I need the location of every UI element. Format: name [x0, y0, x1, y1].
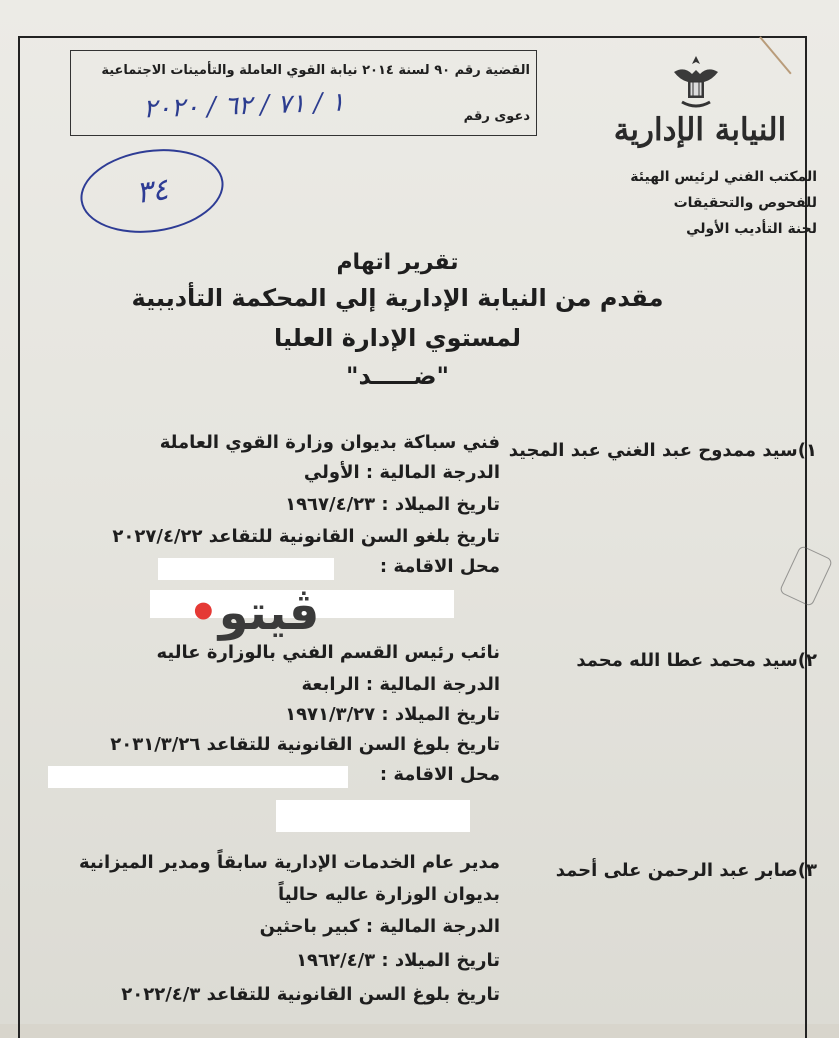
defendant-2-name: ٢)سيد محمد عطا الله محمد: [576, 650, 817, 671]
office-line-2: للفحوص والتحقيقات: [673, 195, 817, 211]
redaction-block: [158, 558, 334, 580]
defendant-1-birthdate: تاريخ الميلاد : ١٩٦٧/٤/٢٣: [285, 494, 500, 515]
report-title: تقرير اتهام: [336, 250, 459, 275]
eagle-emblem-icon: [668, 52, 724, 112]
defendant-3-birthdate: تاريخ الميلاد : ١٩٦٢/٤/٣: [296, 950, 500, 971]
defendant-3-name: ٣)صابر عبد الرحمن على أحمد: [555, 860, 817, 881]
defendant-2-retirement: تاريخ بلوغ السن القانونية للتقاعد ٢٠٣١/٣/٢٦: [110, 734, 500, 755]
suit-number-label: دعوى رقم: [463, 109, 530, 124]
watermark-logo: ڤيتو•: [188, 585, 320, 641]
defendant-3-grade: الدرجة المالية : كبير باحثين: [259, 916, 500, 937]
org-script-logo: النيابة الإدارية: [613, 112, 787, 148]
defendant-1-grade: [40, 462, 500, 483]
defendant-2-residence-label: محل الاقامة :: [379, 764, 500, 785]
defendant-3-job: مدير عام الخدمات الإدارية سابقاً ومدير الميزانية: [78, 852, 500, 873]
defendant-1-grade-text: الدرجة المالية : الأولي: [303, 462, 500, 483]
defendant-3-workplace: بديوان الوزارة عاليه حالياً: [278, 884, 500, 905]
circled-handwritten-number: ٣٤: [75, 140, 229, 241]
defendant-1-job: فني سباكة بديوان وزارة القوي العاملة: [159, 432, 500, 453]
defendant-1-retirement: تاريخ بلغو السن القانونية للتقاعد ٢٠٢٧/٤/٢٢: [112, 526, 500, 547]
case-info-box: [70, 50, 537, 136]
redaction-block: [48, 766, 348, 788]
defendant-2-grade: الدرجة المالية : الرابعة: [301, 674, 500, 695]
defendant-2-job: نائب رئيس القسم الفني بالوزارة عاليه: [156, 642, 500, 663]
redaction-block: [276, 800, 470, 832]
defendant-1-name: ١)سيد ممدوح عبد الغني عبد المجيد: [508, 440, 817, 461]
report-subtitle: مقدم من النيابة الإدارية إلي المحكمة التأديبية: [131, 284, 664, 312]
defendant-1-residence-label: محل الاقامة :: [379, 556, 500, 577]
office-line-1: المكتب الفني لرئيس الهيئة: [630, 169, 817, 185]
defendant-2-birthdate: تاريخ الميلاد : ١٩٧١/٣/٢٧: [285, 704, 500, 725]
against-heading: "ضـــــد": [345, 362, 450, 390]
court-level: لمستوي الإدارة العليا: [273, 324, 522, 352]
defendant-3-retirement: تاريخ بلوغ السن القانونية للتقاعد ٢٠٢٢/٤/٣: [121, 984, 500, 1005]
handwritten-suit-number: ١ / ٧١ / ٦٢ / ٢٠٢٠: [142, 87, 346, 125]
case-number-line: القضية رقم ٩٠ لسنة ٢٠١٤ نيابة القوي العاملة والتأمينات الاجتماعية: [101, 63, 530, 78]
office-line-3: لجنة التأديب الأولي: [686, 221, 817, 237]
